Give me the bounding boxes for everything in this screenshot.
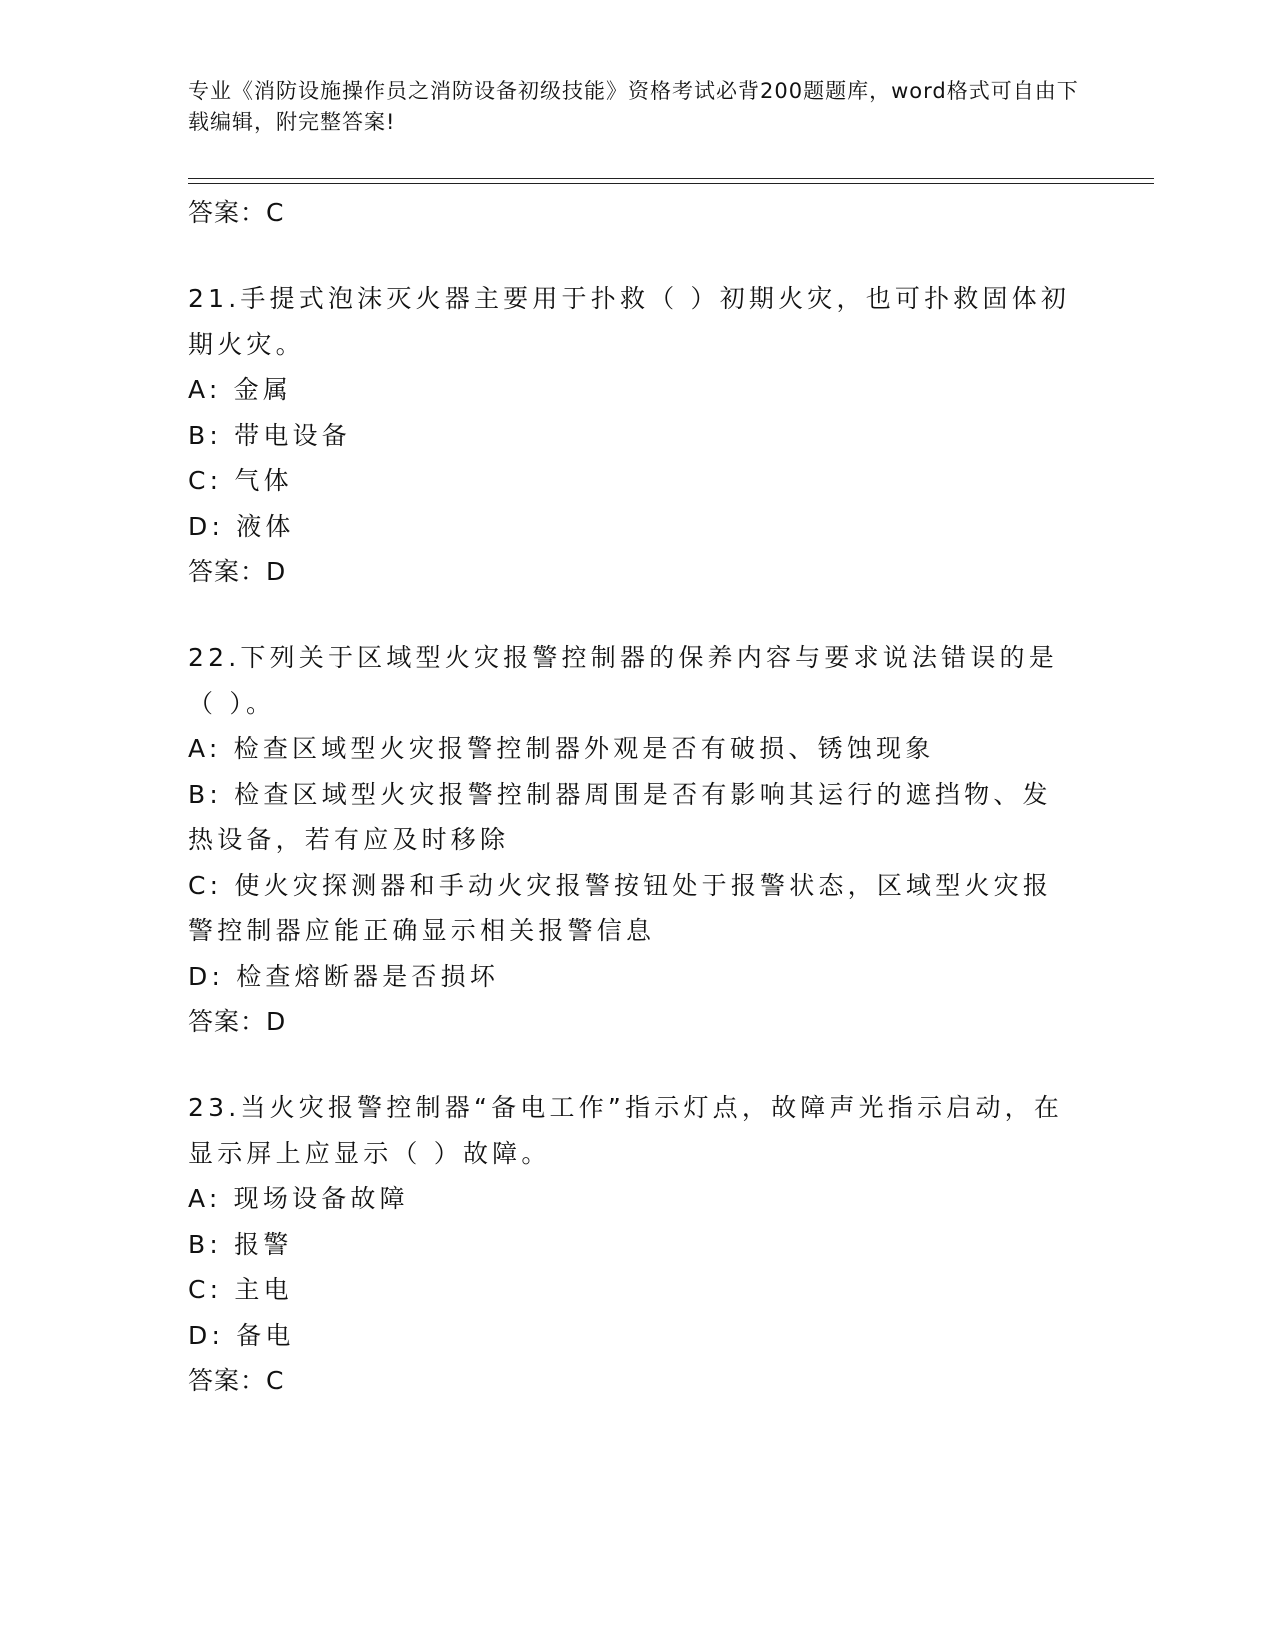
header-divider-bottom [188,183,1154,184]
question-stem: 23.当火灾报警控制器“备电工作”指示灯点，故障声光指示启动，在显示屏上应显示（ ）故障。 [188,1093,1064,1168]
previous-answer: 答案：C [188,198,285,227]
answer: 答案：D [188,557,287,586]
question-list [188,190,1078,1404]
question-stem: 21.手提式泡沫灭火器主要用于扑救（ ）初期火灾，也可扑救固体初期火灾。 [188,284,1071,359]
header-divider-top [188,178,1154,179]
question-23 [188,1085,1078,1404]
option-b: B: 检查区域型火灾报警控制器周围是否有影响其运行的遮挡物、发热设备，若有应及时移除 [188,779,1052,854]
option-d: D: 液体 [188,511,295,541]
option-c: C: 气体 [188,466,293,495]
document-header: 专业《消防设施操作员之消防设备初级技能》资格考试必背200题题库，word格式可自由下载编辑，附完整答案! [188,79,1079,134]
option-d: D: 备电 [188,1320,295,1350]
option-c: C: 主电 [188,1275,293,1304]
option-a: A: 金属 [188,375,293,404]
question-21 [188,276,1078,595]
answer: 答案：C [188,1366,285,1395]
answer: 答案：D [188,1007,287,1036]
question-22 [188,635,1078,1045]
option-c: C: 使火灾探测器和手动火灾报警按钮处于报警状态，区域型火灾报警控制器应能正确显示相关报警信息 [188,870,1053,945]
option-d: D: 检查熔断器是否损坏 [188,961,500,991]
option-b: B: 报警 [188,1229,293,1259]
question-stem: 22.下列关于区域型火灾报警控制器的保养内容与要求说法错误的是（ ）。 [188,643,1058,718]
option-a: A: 检查区域型火灾报警控制器外观是否有破损、锈蚀现象 [188,734,935,763]
option-b: B: 带电设备 [188,420,351,450]
option-a: A: 现场设备故障 [188,1184,409,1213]
